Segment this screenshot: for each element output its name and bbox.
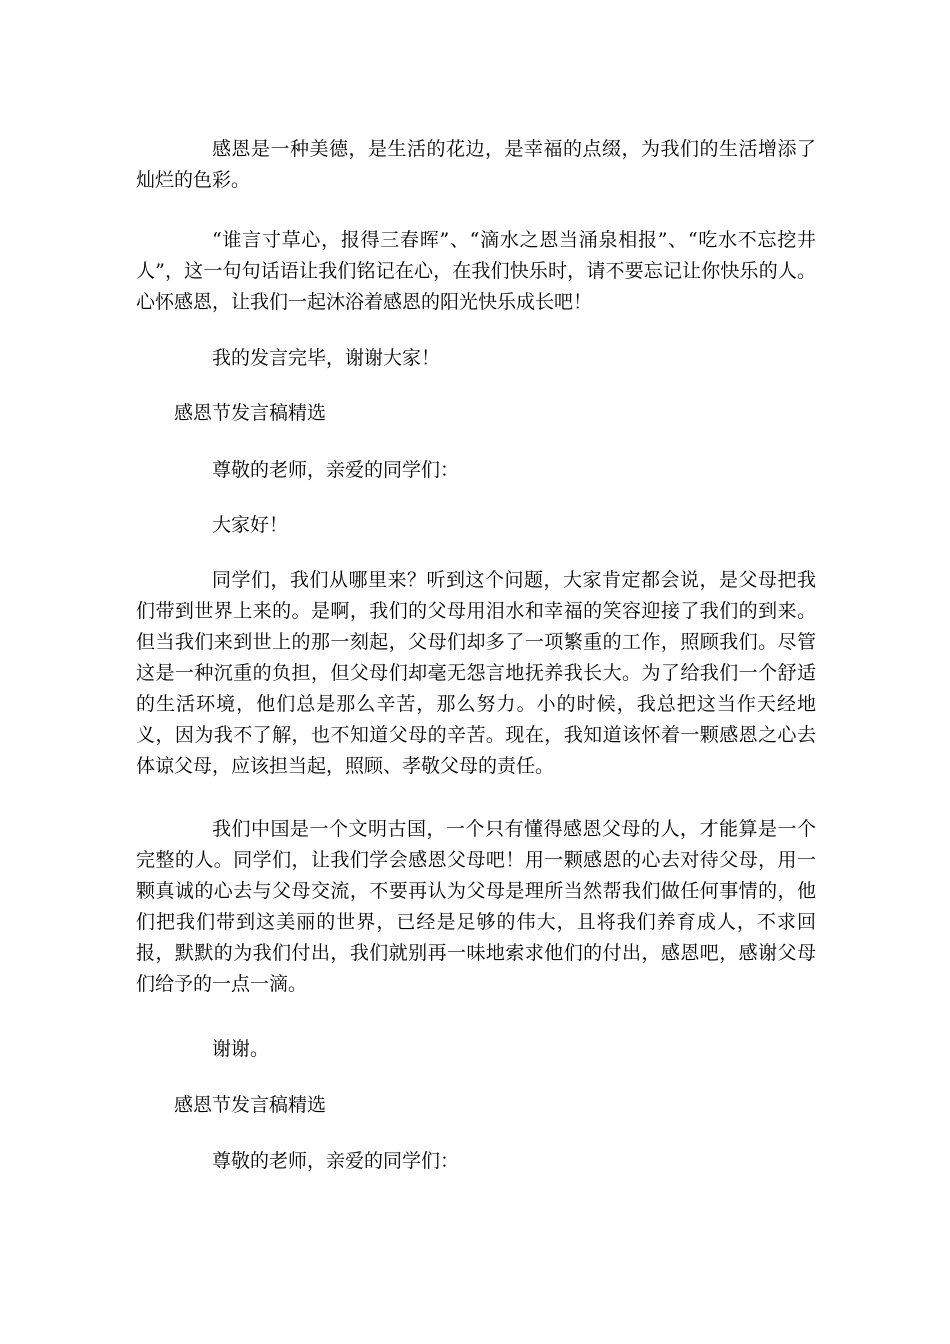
thanks-text: 谢谢。 bbox=[212, 1038, 270, 1060]
greeting: 大家好！ bbox=[212, 514, 289, 536]
paragraph-civilized-country: 我们中国是一个文明古国，一个只有懂得感恩父母的人，才能算是一个完整的人。同学们，让我们学会感恩父母吧！用一颗感恩的心去对待父母，用一颗真诚的心去与父母交流，不要再认为父母是理所当然帮我们做任何事情的，他们把我们带到这美丽的世界，已经是足够的伟大，且将我们养育成人，不求回报，默默的为我们付出，我们就别再一味地索求他们的付出，感恩吧，感谢父母们给予的一点一滴。 bbox=[136, 818, 816, 995]
salutation-2: 尊敬的老师，亲爱的同学们： bbox=[212, 1150, 460, 1172]
paragraph-where-from: 同学们，我们从哪里来？听到这个问题，大家肯定都会说，是父母把我们带到世界上来的。是啊，我们的父母用泪水和幸福的笑容迎接了我们的到来。但当我们来到世上的那一刻起，父母们却多了一项繁重的工作，照顾我们。尽管这是一种沉重的负担，但父母们却毫无怨言地抚养我长大。为了给我们一个舒适的生活环境，他们总是那么辛苦，那么努力。小的时候，我总把这当作天经地义，因为我不了解，也不知道父母的辛苦。现在，我知道该怀着一颗感恩之心去体谅父母，应该担当起，照顾、孝敬父母的责任。 bbox=[136, 569, 816, 777]
paragraph-gratitude-virtue: 感恩是一种美德，是生活的花边，是幸福的点缀，为我们的生活增添了灿烂的色彩。 bbox=[136, 138, 816, 191]
section-heading-2: 感恩节发言稿精选 bbox=[174, 1094, 327, 1116]
salutation: 尊敬的老师，亲爱的同学们： bbox=[212, 459, 460, 481]
paragraph-proverbs: “谁言寸草心，报得三春晖”、“滴水之恩当涌泉相报”、“吃水不忘挖井人”，这一句句话语让我们铭记在心，在我们快乐时，请不要忘记让你快乐的人。心怀感恩，让我们一起沐浴着感恩的阳光快乐成长吧！ bbox=[136, 229, 816, 313]
paragraph-closing-remark: 我的发言完毕，谢谢大家！ bbox=[212, 347, 441, 369]
section-heading: 感恩节发言稿精选 bbox=[174, 402, 327, 424]
